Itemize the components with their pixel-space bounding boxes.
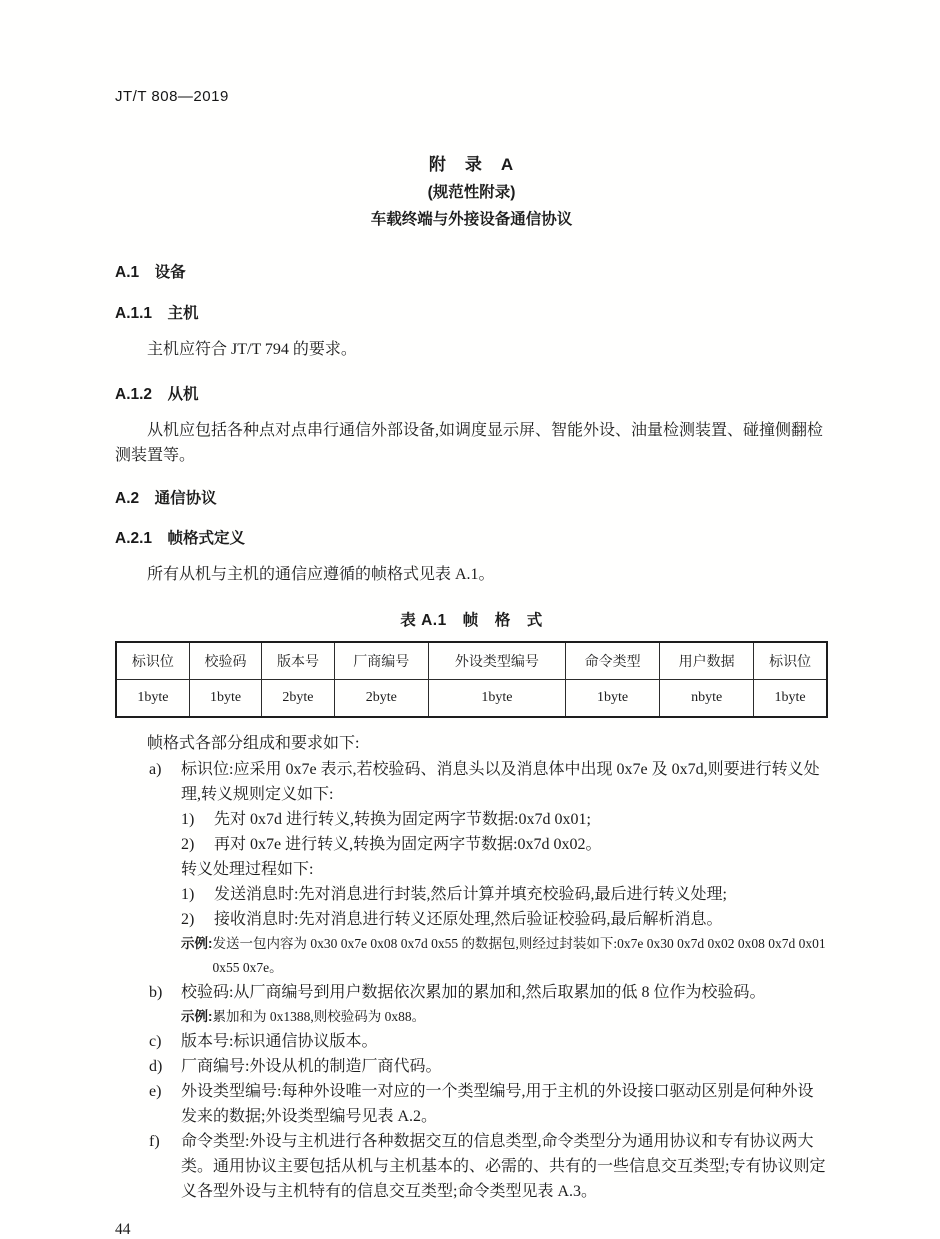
table-value-cell: 1byte bbox=[189, 680, 261, 718]
document-code: JT/T 808—2019 bbox=[115, 88, 229, 105]
table-value-cell: 2byte bbox=[262, 680, 334, 718]
table-value-cell: 1byte bbox=[754, 680, 827, 718]
list-item-a2 bbox=[181, 832, 828, 857]
list-item-label: a) bbox=[149, 761, 162, 778]
table-header-cell: 命令类型 bbox=[566, 642, 660, 680]
example-label: 示例: bbox=[181, 936, 213, 951]
example-text: 累加和为 0x1388,则校验码为 0x88。 bbox=[212, 1009, 426, 1024]
example-b bbox=[181, 1005, 828, 1029]
list-item-a4 bbox=[181, 907, 828, 932]
escape-process-intro: 转义处理过程如下: bbox=[181, 861, 314, 878]
frame-notes-list bbox=[115, 757, 828, 1204]
heading-a1: A.1 设备 bbox=[115, 264, 186, 281]
list-item-text: 版本号:标识通信协议版本。 bbox=[181, 1033, 378, 1050]
appendix-title: 车载终端与外接设备通信协议 bbox=[370, 211, 573, 228]
table-header-cell: 用户数据 bbox=[660, 642, 754, 680]
list-item-text: 校验码:从厂商编号到用户数据依次累加的累加和,然后取累加的低 8 位作为校验码。 bbox=[181, 984, 766, 1001]
list-item-text: 厂商编号:外设从机的制造厂商代码。 bbox=[181, 1058, 442, 1075]
list-item-label: 1) bbox=[181, 886, 195, 903]
paragraph-a11: 主机应符合 JT/T 794 的要求。 bbox=[147, 341, 357, 358]
frame-format-table bbox=[115, 641, 828, 718]
table-header-cell: 校验码 bbox=[189, 642, 261, 680]
list-item-text: 命令类型:外设与主机进行各种数据交互的信息类型,命令类型分为通用协议和专有协议两大类。通用协议主要包括从机与主机基本的、必需的、共有的一些信息交互类型;专有协议则定义各型外设与主机特有的信息交互类型;命令类型见表 A.3。 bbox=[181, 1133, 826, 1200]
table-value-cell: 1byte bbox=[116, 680, 189, 718]
list-item-f bbox=[149, 1129, 828, 1204]
table-header-cell: 外设类型编号 bbox=[428, 642, 565, 680]
table-header-cell: 版本号 bbox=[262, 642, 334, 680]
list-item-text: 先对 0x7d 进行转义,转换为固定两字节数据:0x7d 0x01; bbox=[214, 811, 591, 828]
list-item-label: 2) bbox=[181, 911, 195, 928]
list-item-b bbox=[149, 980, 828, 1005]
table-value-row bbox=[116, 680, 827, 718]
paragraph-a12: 从机应包括各种点对点串行通信外部设备,如调度显示屏、智能外设、油量检测装置、碰撞侧翻检测装置等。 bbox=[115, 422, 824, 464]
table-value-cell: 1byte bbox=[566, 680, 660, 718]
table-header-cell: 标识位 bbox=[116, 642, 189, 680]
table-header-row bbox=[116, 642, 827, 680]
heading-a11: A.1.1 主机 bbox=[115, 305, 199, 322]
list-item-text: 标识位:应采用 0x7e 表示,若校验码、消息头以及消息体中出现 0x7e 及 0x7d,则要进行转义处理,转义规则定义如下: bbox=[181, 761, 820, 803]
list-item-label: b) bbox=[149, 984, 163, 1001]
list-item-text: 再对 0x7e 进行转义,转换为固定两字节数据:0x7d 0x02。 bbox=[214, 836, 602, 853]
sublist-b bbox=[149, 1005, 828, 1029]
appendix-note: (规范性附录) bbox=[427, 184, 516, 201]
table-a1-caption: 表 A.1 帧 格 式 bbox=[400, 612, 543, 629]
list-item-c bbox=[149, 1029, 828, 1054]
table-header-cell: 标识位 bbox=[754, 642, 827, 680]
list-item-text: 发送消息时:先对消息进行封装,然后计算并填充校验码,最后进行转义处理; bbox=[214, 886, 727, 903]
heading-a12: A.1.2 从机 bbox=[115, 386, 199, 403]
table-value-cell: 2byte bbox=[334, 680, 428, 718]
example-text: 发送一包内容为 0x30 0x7e 0x08 0x7d 0x55 的数据包,则经过封装如下:0x7e 0x30 0x7d 0x02 0x08 0x7d 0x01 0x55 0x7e。 bbox=[212, 936, 826, 975]
sublist-a bbox=[149, 807, 828, 980]
list-item-text: 外设类型编号:每种外设唯一对应的一个类型编号,用于主机的外设接口驱动区别是何种外设发来的数据;外设类型编号见表 A.2。 bbox=[181, 1083, 814, 1125]
heading-a21: A.2.1 帧格式定义 bbox=[115, 530, 246, 547]
table-header-cell: 厂商编号 bbox=[334, 642, 428, 680]
page-number: 44 bbox=[115, 1221, 131, 1238]
list-item-label: 2) bbox=[181, 836, 195, 853]
list-item-d bbox=[149, 1054, 828, 1079]
table-value-cell: 1byte bbox=[428, 680, 565, 718]
list-item-label: f) bbox=[149, 1133, 160, 1150]
list-item-label: 1) bbox=[181, 811, 195, 828]
list-item-text: 接收消息时:先对消息进行转义还原处理,然后验证校验码,最后解析消息。 bbox=[214, 911, 723, 928]
list-item-a bbox=[149, 757, 828, 807]
appendix-title-block bbox=[115, 151, 828, 233]
paragraph-a21: 所有从机与主机的通信应遵循的帧格式见表 A.1。 bbox=[147, 566, 495, 583]
table-value-cell: nbyte bbox=[660, 680, 754, 718]
example-label: 示例: bbox=[181, 1009, 213, 1024]
list-intro: 帧格式各部分组成和要求如下: bbox=[147, 735, 360, 752]
list-item-label: c) bbox=[149, 1033, 162, 1050]
list-item-label: d) bbox=[149, 1058, 163, 1075]
example-a bbox=[181, 932, 828, 980]
list-item-a1 bbox=[181, 807, 828, 832]
list-item-a3 bbox=[181, 882, 828, 907]
list-item-e bbox=[149, 1079, 828, 1129]
list-item-label: e) bbox=[149, 1083, 162, 1100]
heading-a2: A.2 通信协议 bbox=[115, 490, 217, 507]
appendix-label: 附 录 A bbox=[428, 155, 515, 174]
